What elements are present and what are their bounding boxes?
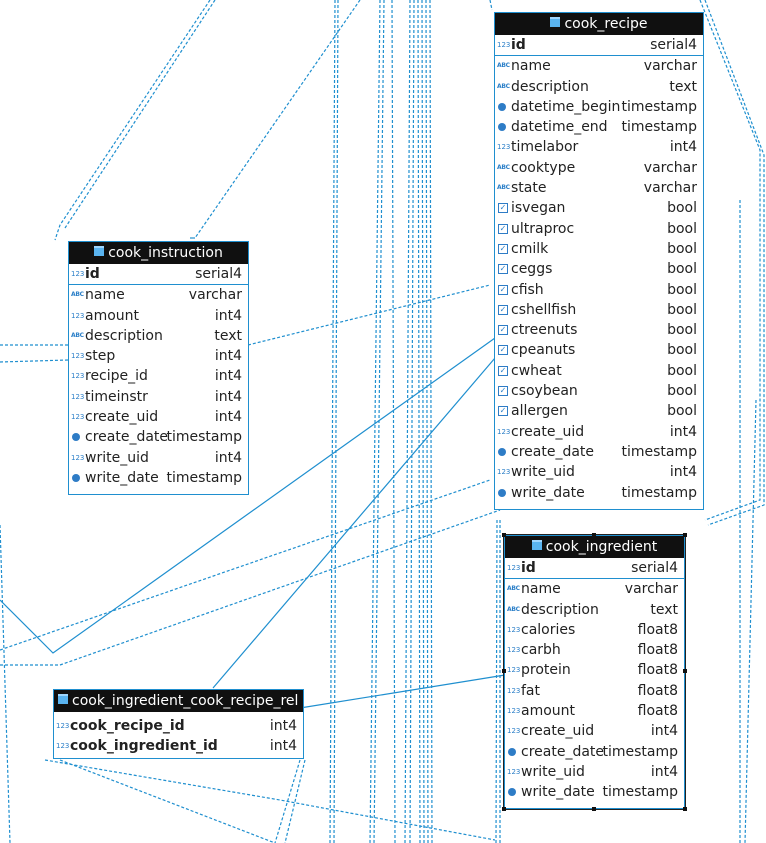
table-cook-instruction[interactable] <box>68 241 249 495</box>
numeric-key-icon: 123 <box>56 722 70 730</box>
column-type: serial4 <box>650 37 697 53</box>
column-row-amount[interactable] <box>505 701 684 721</box>
column-type: int4 <box>669 139 697 156</box>
table-cook-ingredient[interactable] <box>504 535 685 809</box>
column-row-description[interactable] <box>495 77 703 97</box>
column-name: cook_ingredient_id <box>70 738 218 755</box>
column-name: id <box>511 37 526 53</box>
column-row-create-date[interactable] <box>69 427 248 447</box>
checkbox-icon: ✓ <box>499 304 507 314</box>
column-name: isvegan <box>511 200 566 217</box>
checkbox-icon: ✓ <box>499 203 507 213</box>
numeric-key-icon: 123 <box>497 41 511 49</box>
column-name: write_uid <box>521 763 585 780</box>
text-icon: ABC <box>507 585 520 593</box>
column-row-datetime-end[interactable] <box>495 117 703 137</box>
column-name: protein <box>521 662 571 679</box>
selection-handle[interactable] <box>592 807 596 811</box>
column-row-allergen[interactable] <box>495 401 703 421</box>
column-type: int4 <box>214 388 242 405</box>
column-row-isvegan[interactable] <box>495 198 703 218</box>
column-name: name <box>85 287 125 304</box>
column-row-description[interactable] <box>505 600 684 620</box>
checkbox-icon: ✓ <box>499 345 507 355</box>
table-icon <box>532 540 542 550</box>
column-row-create-uid[interactable] <box>505 721 684 741</box>
column-type: int4 <box>214 368 242 385</box>
column-name: description <box>85 327 163 344</box>
column-type: int4 <box>214 409 242 426</box>
column-name: name <box>521 581 561 598</box>
column-row-create-date[interactable] <box>505 742 684 762</box>
column-type: float8 <box>637 682 678 699</box>
column-type: int4 <box>669 423 697 440</box>
column-name: datetime_end <box>511 119 608 136</box>
column-type: varchar <box>624 581 678 598</box>
table-header[interactable] <box>505 536 684 558</box>
text-icon: ABC <box>71 331 84 339</box>
column-name: description <box>511 78 589 95</box>
column-name: carbh <box>521 642 561 659</box>
numeric-icon: 123 <box>497 427 511 436</box>
column-list <box>54 712 303 757</box>
column-type: serial4 <box>631 560 678 576</box>
numeric-icon: 123 <box>71 413 85 422</box>
column-row-cwheat[interactable] <box>495 361 703 381</box>
text-icon: ABC <box>497 82 510 90</box>
text-icon: ABC <box>497 62 510 70</box>
column-name: timelabor <box>511 139 579 156</box>
column-name: cwheat <box>511 362 562 379</box>
column-name: create_uid <box>521 723 595 740</box>
column-list <box>495 35 703 503</box>
column-type: float8 <box>637 621 678 638</box>
numeric-key-icon: 123 <box>71 270 85 278</box>
numeric-icon: 123 <box>507 767 521 776</box>
column-name: create_uid <box>511 423 585 440</box>
column-row-description[interactable] <box>69 326 248 346</box>
selection-handle[interactable] <box>592 533 596 537</box>
column-name: write_date <box>85 469 159 486</box>
checkbox-icon: ✓ <box>499 406 507 416</box>
table-header[interactable] <box>495 13 703 35</box>
column-type: int4 <box>214 307 242 324</box>
numeric-icon: 123 <box>507 727 521 736</box>
numeric-icon: 123 <box>507 646 521 655</box>
column-type: bool <box>667 261 697 278</box>
column-type: int4 <box>214 348 242 365</box>
column-name: timeinstr <box>85 388 148 405</box>
clock-icon <box>508 788 516 796</box>
column-row-cmilk[interactable] <box>495 239 703 259</box>
checkbox-icon: ✓ <box>499 386 507 396</box>
column-row-state[interactable] <box>495 178 703 198</box>
column-type: bool <box>667 220 697 237</box>
clock-icon <box>72 433 80 441</box>
column-type: bool <box>667 240 697 257</box>
table-title: cook_ingredient_cook_recipe_rel <box>72 693 299 709</box>
numeric-icon: 123 <box>507 686 521 695</box>
numeric-key-icon: 123 <box>507 564 521 572</box>
selection-handle[interactable] <box>683 807 687 811</box>
numeric-icon: 123 <box>507 666 521 675</box>
numeric-icon: 123 <box>71 453 85 462</box>
column-row-timelabor[interactable] <box>495 137 703 157</box>
column-row-cook-recipe-id[interactable] <box>54 716 303 736</box>
column-type: varchar <box>188 287 242 304</box>
text-icon: ABC <box>497 163 510 171</box>
column-row-calories[interactable] <box>505 620 684 640</box>
column-name: write_uid <box>85 449 149 466</box>
clock-icon <box>508 748 516 756</box>
checkbox-icon: ✓ <box>499 223 507 233</box>
column-type: bool <box>667 200 697 217</box>
column-row-name[interactable] <box>69 285 248 305</box>
numeric-icon: 123 <box>71 311 85 320</box>
numeric-icon: 123 <box>71 352 85 361</box>
table-icon <box>94 246 104 256</box>
column-type: timestamp <box>602 743 678 760</box>
column-name: fat <box>521 682 540 699</box>
column-type: timestamp <box>621 443 697 460</box>
column-name: write_uid <box>511 464 575 481</box>
column-row-timeinstr[interactable] <box>69 387 248 407</box>
column-row-write-uid[interactable] <box>505 762 684 782</box>
column-row-write-uid[interactable] <box>69 448 248 468</box>
column-type: int4 <box>650 763 678 780</box>
column-type: bool <box>667 383 697 400</box>
table-header[interactable] <box>69 242 248 264</box>
column-type: timestamp <box>166 429 242 446</box>
column-type: varchar <box>643 58 697 75</box>
column-row-write-date[interactable] <box>69 468 248 488</box>
column-name: cook_recipe_id <box>70 718 185 734</box>
column-type: bool <box>667 301 697 318</box>
column-name: recipe_id <box>85 368 148 385</box>
column-row-csoybean[interactable] <box>495 381 703 401</box>
selection-handle[interactable] <box>502 533 506 537</box>
numeric-key-icon: 123 <box>56 742 70 751</box>
column-name: cfish <box>511 281 544 298</box>
column-row-datetime-begin[interactable] <box>495 97 703 117</box>
column-type: int4 <box>650 723 678 740</box>
column-name: ctreenuts <box>511 322 578 339</box>
selection-handle[interactable] <box>683 669 687 673</box>
numeric-icon: 123 <box>507 625 521 634</box>
column-row-name[interactable] <box>505 579 684 599</box>
column-type: timestamp <box>166 469 242 486</box>
checkbox-icon: ✓ <box>499 243 507 253</box>
column-row-fat[interactable] <box>505 681 684 701</box>
numeric-icon: 123 <box>71 392 85 401</box>
column-type: text <box>650 601 678 618</box>
column-type: bool <box>667 322 697 339</box>
column-name: ultraproc <box>511 220 575 237</box>
table-cook-recipe[interactable] <box>494 12 704 510</box>
column-name: cpeanuts <box>511 342 576 359</box>
column-name: id <box>85 266 100 282</box>
column-row-cshellfish[interactable] <box>495 300 703 320</box>
column-name: csoybean <box>511 383 578 400</box>
column-type: serial4 <box>195 266 242 282</box>
column-name: description <box>521 601 599 618</box>
numeric-icon: 123 <box>497 143 511 152</box>
numeric-icon: 123 <box>507 707 521 716</box>
selection-handle[interactable] <box>502 807 506 811</box>
column-row-create-uid[interactable] <box>495 422 703 442</box>
table-header[interactable] <box>54 690 303 712</box>
column-type: float8 <box>637 703 678 720</box>
table-title: cook_recipe <box>564 16 648 32</box>
column-type: timestamp <box>621 98 697 115</box>
column-row-amount[interactable] <box>69 306 248 326</box>
text-icon: ABC <box>507 605 520 613</box>
column-type: int4 <box>269 738 297 755</box>
checkbox-icon: ✓ <box>499 365 507 375</box>
table-cook-ingredient-cook-recipe-rel[interactable] <box>53 689 304 759</box>
table-icon <box>550 17 560 27</box>
column-name: create_date <box>521 743 605 760</box>
column-type: int4 <box>214 449 242 466</box>
checkbox-icon: ✓ <box>499 325 507 335</box>
column-row-cpeanuts[interactable] <box>495 340 703 360</box>
clock-icon <box>498 103 506 111</box>
column-row-cook-ingredient-id[interactable] <box>54 736 303 756</box>
table-icon <box>58 694 68 704</box>
column-type: text <box>669 78 697 95</box>
numeric-icon: 123 <box>497 468 511 477</box>
column-row-ceggs[interactable] <box>495 259 703 279</box>
column-type: bool <box>667 342 697 359</box>
checkbox-icon: ✓ <box>499 284 507 294</box>
column-name: step <box>85 348 116 365</box>
column-name: write_date <box>511 484 585 501</box>
column-list <box>505 558 684 803</box>
column-type: float8 <box>637 642 678 659</box>
selection-handle[interactable] <box>683 533 687 537</box>
column-type: timestamp <box>621 119 697 136</box>
column-type: text <box>214 327 242 344</box>
column-type: bool <box>667 403 697 420</box>
column-row-create-uid[interactable] <box>69 407 248 427</box>
column-row-step[interactable] <box>69 346 248 366</box>
column-type: timestamp <box>602 784 678 801</box>
column-row-ultraproc[interactable] <box>495 219 703 239</box>
column-type: bool <box>667 281 697 298</box>
text-icon: ABC <box>71 291 84 299</box>
column-name: create_date <box>511 443 595 460</box>
column-name: create_uid <box>85 409 159 426</box>
checkbox-icon: ✓ <box>499 264 507 274</box>
column-name: cooktype <box>511 159 576 176</box>
column-name: amount <box>521 703 576 720</box>
column-type: timestamp <box>621 484 697 501</box>
column-type: int4 <box>269 718 297 734</box>
table-title: cook_instruction <box>108 245 223 261</box>
column-row-carbh[interactable] <box>505 640 684 660</box>
column-type: int4 <box>669 464 697 481</box>
column-name: cmilk <box>511 240 549 257</box>
numeric-icon: 123 <box>71 372 85 381</box>
column-name: ceggs <box>511 261 553 278</box>
column-row-name[interactable] <box>495 56 703 76</box>
column-type: float8 <box>637 662 678 679</box>
column-row-write-date[interactable] <box>495 483 703 503</box>
column-name: create_date <box>85 429 169 446</box>
clock-icon <box>72 474 80 482</box>
column-row-id[interactable] <box>69 264 248 285</box>
column-row-id[interactable] <box>505 558 684 579</box>
column-row-ctreenuts[interactable] <box>495 320 703 340</box>
column-row-write-uid[interactable] <box>495 462 703 482</box>
column-name: state <box>511 180 547 197</box>
column-name: datetime_begin <box>511 98 621 115</box>
clock-icon <box>498 123 506 131</box>
column-row-id[interactable] <box>495 35 703 56</box>
column-row-create-date[interactable] <box>495 442 703 462</box>
column-row-cfish[interactable] <box>495 280 703 300</box>
clock-icon <box>498 489 506 497</box>
column-row-write-date[interactable] <box>505 782 684 802</box>
column-row-cooktype[interactable] <box>495 158 703 178</box>
column-list <box>69 264 248 488</box>
selection-handle[interactable] <box>502 669 506 673</box>
column-name: write_date <box>521 784 595 801</box>
column-type: bool <box>667 362 697 379</box>
clock-icon <box>498 448 506 456</box>
column-row-protein[interactable] <box>505 660 684 680</box>
column-name: amount <box>85 307 140 324</box>
column-name: id <box>521 560 536 576</box>
column-row-recipe-id[interactable] <box>69 366 248 386</box>
column-name: name <box>511 58 551 75</box>
text-icon: ABC <box>497 184 510 192</box>
column-type: varchar <box>643 159 697 176</box>
column-type: varchar <box>643 180 697 197</box>
column-name: cshellfish <box>511 301 577 318</box>
table-title: cook_ingredient <box>545 539 658 555</box>
column-name: calories <box>521 621 576 638</box>
column-name: allergen <box>511 403 568 420</box>
